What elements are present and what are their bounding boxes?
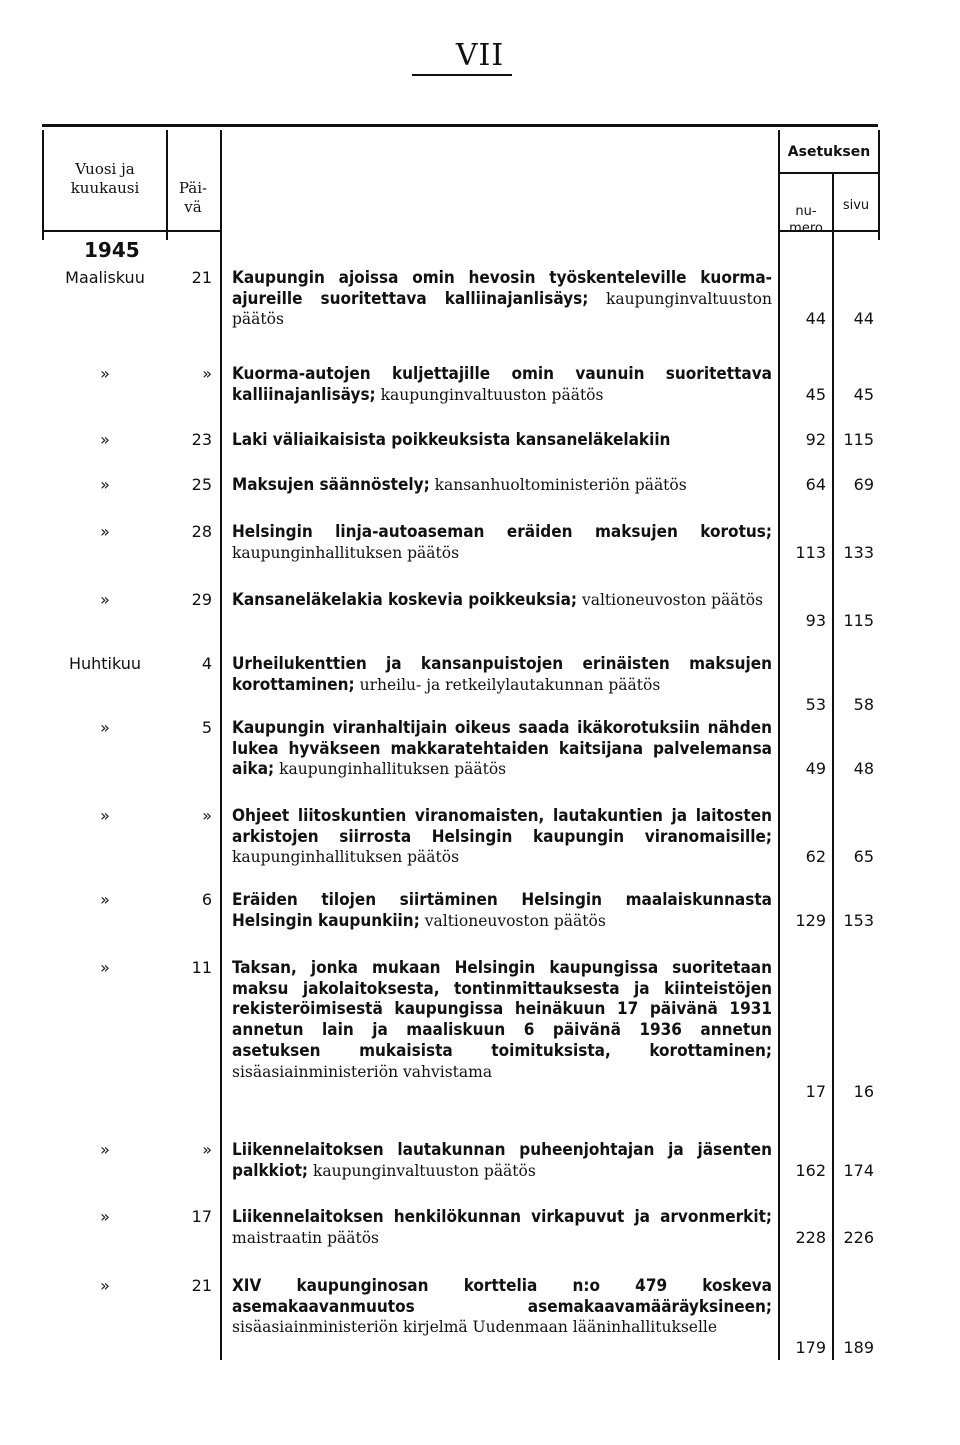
entry-page: 65 bbox=[853, 847, 874, 867]
entry-day: 28 bbox=[191, 522, 212, 541]
header-year-month-label: Vuosi ja kuukausi bbox=[70, 160, 140, 197]
header-decree-label: Asetuksen bbox=[787, 144, 871, 160]
entry-description bbox=[232, 806, 772, 868]
entry-day: » bbox=[202, 364, 212, 383]
header-day bbox=[168, 160, 218, 217]
column-rule-day-desc bbox=[220, 130, 222, 1360]
entry-day: 5 bbox=[201, 718, 212, 737]
entry-month: » bbox=[100, 958, 110, 977]
entry-page: 69 bbox=[853, 475, 874, 494]
year-heading: 1945 bbox=[84, 238, 140, 262]
entry-description bbox=[232, 718, 772, 780]
entry-title: Eräiden tilojen siirtäminen Helsingin maalaiskunnasta Helsingin kaupunkiin; bbox=[232, 890, 772, 931]
entry-title: Liikennelaitoksen lautakunnan puheenjohtajan ja jäsenten palkkiot; bbox=[232, 1140, 772, 1181]
header-decree bbox=[780, 143, 878, 162]
entry-description bbox=[232, 1207, 772, 1248]
entry-month: Huhtikuu bbox=[68, 654, 142, 673]
entry-day: 11 bbox=[191, 958, 212, 977]
entry-decree-number: 45 bbox=[805, 384, 826, 404]
entry-description bbox=[232, 654, 772, 695]
header-number bbox=[780, 186, 832, 237]
entry-page: 226 bbox=[843, 1227, 874, 1247]
entry-title: Ohjeet liitoskuntien viranomaisten, lautakuntien ja laitosten arkistojen siirrosta Helsingin kaupungin viranomaisille; bbox=[232, 806, 772, 847]
entry-month: » bbox=[100, 1140, 110, 1159]
entry-decree-number: 17 bbox=[805, 1082, 826, 1102]
entry-month: » bbox=[100, 718, 110, 737]
table-top-rule bbox=[42, 124, 878, 127]
entry-page: 174 bbox=[843, 1160, 874, 1180]
entry-description bbox=[232, 1140, 772, 1181]
entry-day: » bbox=[202, 1140, 212, 1159]
entry-day: 23 bbox=[191, 430, 212, 449]
entry-page: 153 bbox=[843, 910, 874, 930]
entry-page: 133 bbox=[843, 542, 874, 562]
entry-decision-type: kaupunginhallituksen päätös bbox=[232, 848, 460, 867]
entry-month: Maaliskuu bbox=[65, 268, 145, 287]
entry-decision-type: kaupunginhallituksen päätös bbox=[274, 760, 507, 779]
entry-month: » bbox=[100, 364, 110, 383]
entry-page: 44 bbox=[853, 309, 874, 329]
entry-description bbox=[232, 522, 772, 563]
entry-page: 115 bbox=[843, 610, 874, 630]
entry-decree-number: 62 bbox=[805, 847, 826, 867]
entry-decision-type: kaupunginhallituksen päätös bbox=[232, 543, 460, 562]
entry-decision-type: maistraatin päätös bbox=[232, 1228, 379, 1247]
entry-decision-type: valtioneuvoston päätös bbox=[419, 911, 606, 930]
entry-title: Helsingin linja-autoaseman eräiden maksujen korotus; bbox=[232, 522, 772, 542]
entry-description bbox=[232, 364, 772, 405]
entry-decree-number: 53 bbox=[805, 695, 826, 715]
entry-title: Urheilukenttien ja kansanpuistojen erinäisten maksujen korottaminen; bbox=[232, 654, 772, 695]
header-rule-decree bbox=[778, 172, 878, 174]
entry-description bbox=[232, 268, 772, 330]
entry-day: 4 bbox=[201, 654, 212, 673]
entry-decision-type: kansanhuoltoministeriön päätös bbox=[429, 476, 687, 494]
entry-month: » bbox=[100, 590, 110, 609]
header-year-month bbox=[46, 160, 164, 198]
entry-day: 17 bbox=[191, 1207, 212, 1226]
entry-decree-number: 44 bbox=[805, 309, 826, 329]
entry-day: » bbox=[202, 806, 212, 825]
header-day-label: Päi- vä bbox=[178, 179, 208, 216]
entry-page: 48 bbox=[853, 759, 874, 779]
entry-decree-number: 92 bbox=[805, 430, 826, 449]
entry-description bbox=[232, 430, 772, 451]
entry-page: 58 bbox=[853, 695, 874, 715]
entry-description bbox=[232, 958, 772, 1082]
entry-month: » bbox=[100, 475, 110, 494]
entry-month: » bbox=[100, 522, 110, 541]
header-rule-left bbox=[42, 230, 220, 232]
entry-decision-type: kaupunginvaltuuston päätös bbox=[232, 289, 772, 329]
entry-title: Kaupungin viranhaltijain oikeus saada ikäkorotuksiin nähden lukea hyväkseen makkaratehtaiden kaitsijana palvelemansa aika; bbox=[232, 718, 772, 780]
entry-month: » bbox=[100, 430, 110, 449]
entry-decree-number: 49 bbox=[805, 759, 826, 779]
entry-title: Liikennelaitoksen henkilökunnan virkapuvut ja arvonmerkit; bbox=[232, 1207, 772, 1227]
header-number-label: nu- mero bbox=[789, 204, 823, 236]
entry-decree-number: 228 bbox=[795, 1227, 826, 1247]
entry-description bbox=[232, 590, 772, 611]
entry-month: » bbox=[100, 806, 110, 825]
header-page-label: sivu bbox=[842, 198, 870, 213]
entry-decree-number: 64 bbox=[805, 475, 826, 494]
entry-description bbox=[232, 1276, 772, 1338]
entry-day: 21 bbox=[191, 268, 212, 287]
column-rule-left bbox=[42, 130, 44, 240]
entry-day: 6 bbox=[201, 890, 212, 909]
entry-page: 189 bbox=[843, 1338, 874, 1358]
entry-page: 16 bbox=[853, 1082, 874, 1102]
entry-description bbox=[232, 475, 772, 496]
entry-month: » bbox=[100, 890, 110, 909]
entry-decree-number: 113 bbox=[795, 542, 826, 562]
page-number-underline bbox=[412, 74, 512, 76]
entry-decision-type: valtioneuvoston päätös bbox=[577, 591, 764, 609]
entry-decree-number: 179 bbox=[795, 1338, 826, 1358]
entry-title: Taksan, jonka mukaan Helsingin kaupungissa suoritetaan maksu jakolaitoksesta, tontinmittauksesta ja kiinteistöjen rekisteröimisestä kaupungissa heinäkuun 17 päivänä 1931 annetun lain ja maaliskuun 6 päivänä 1936 annetun asetuksen mukaisista toimituksista, korottaminen; bbox=[232, 958, 772, 1061]
entry-title: Kansaneläkelakia koskevia poikkeuksia; bbox=[232, 590, 578, 610]
entry-month: » bbox=[100, 1207, 110, 1226]
entry-title: Laki väliaikaisista poikkeuksista kansaneläkelakiin bbox=[232, 430, 671, 450]
entry-day: 29 bbox=[191, 590, 212, 609]
entry-decision-type: sisäasiainministeriön kirjelmä Uudenmaan lääninhallitukselle bbox=[232, 1318, 718, 1337]
header-page bbox=[834, 196, 878, 215]
entry-title: Kuorma-autojen kuljettajille omin vaunuin suoritettava kalliinajanlisäys; bbox=[232, 364, 772, 405]
entry-day: 25 bbox=[191, 475, 212, 494]
entry-page: 45 bbox=[853, 384, 874, 404]
entry-decision-type: sisäasiainministeriön vahvistama bbox=[232, 1062, 493, 1081]
entry-page: 115 bbox=[843, 430, 874, 449]
entry-decree-number: 162 bbox=[795, 1160, 826, 1180]
entry-description bbox=[232, 890, 772, 931]
entry-decree-number: 129 bbox=[795, 910, 826, 930]
entry-month: » bbox=[100, 1276, 110, 1295]
entry-day: 21 bbox=[191, 1276, 212, 1295]
entry-decision-type: kaupunginvaltuuston päätös bbox=[308, 1161, 536, 1180]
entry-decision-type: kaupunginvaltuuston päätös bbox=[375, 385, 604, 404]
column-rule-desc-num bbox=[778, 130, 780, 1360]
page-number: VII bbox=[455, 38, 505, 73]
entry-title: Kaupungin ajoissa omin hevosin työskenteleville kuorma-ajureille suoritettava kalliinajanlisäys; bbox=[232, 268, 772, 309]
entry-decree-number: 93 bbox=[805, 610, 826, 630]
column-rule-right bbox=[878, 130, 880, 240]
entry-title: XIV kaupunginosan korttelia n:o 479 koskeva asemakaavanmuutos asemakaavamääräyksineen; bbox=[232, 1276, 772, 1317]
entry-decision-type: urheilu- ja retkeilylautakunnan päätös bbox=[354, 675, 661, 694]
entry-title: Maksujen säännöstely; bbox=[232, 475, 430, 495]
